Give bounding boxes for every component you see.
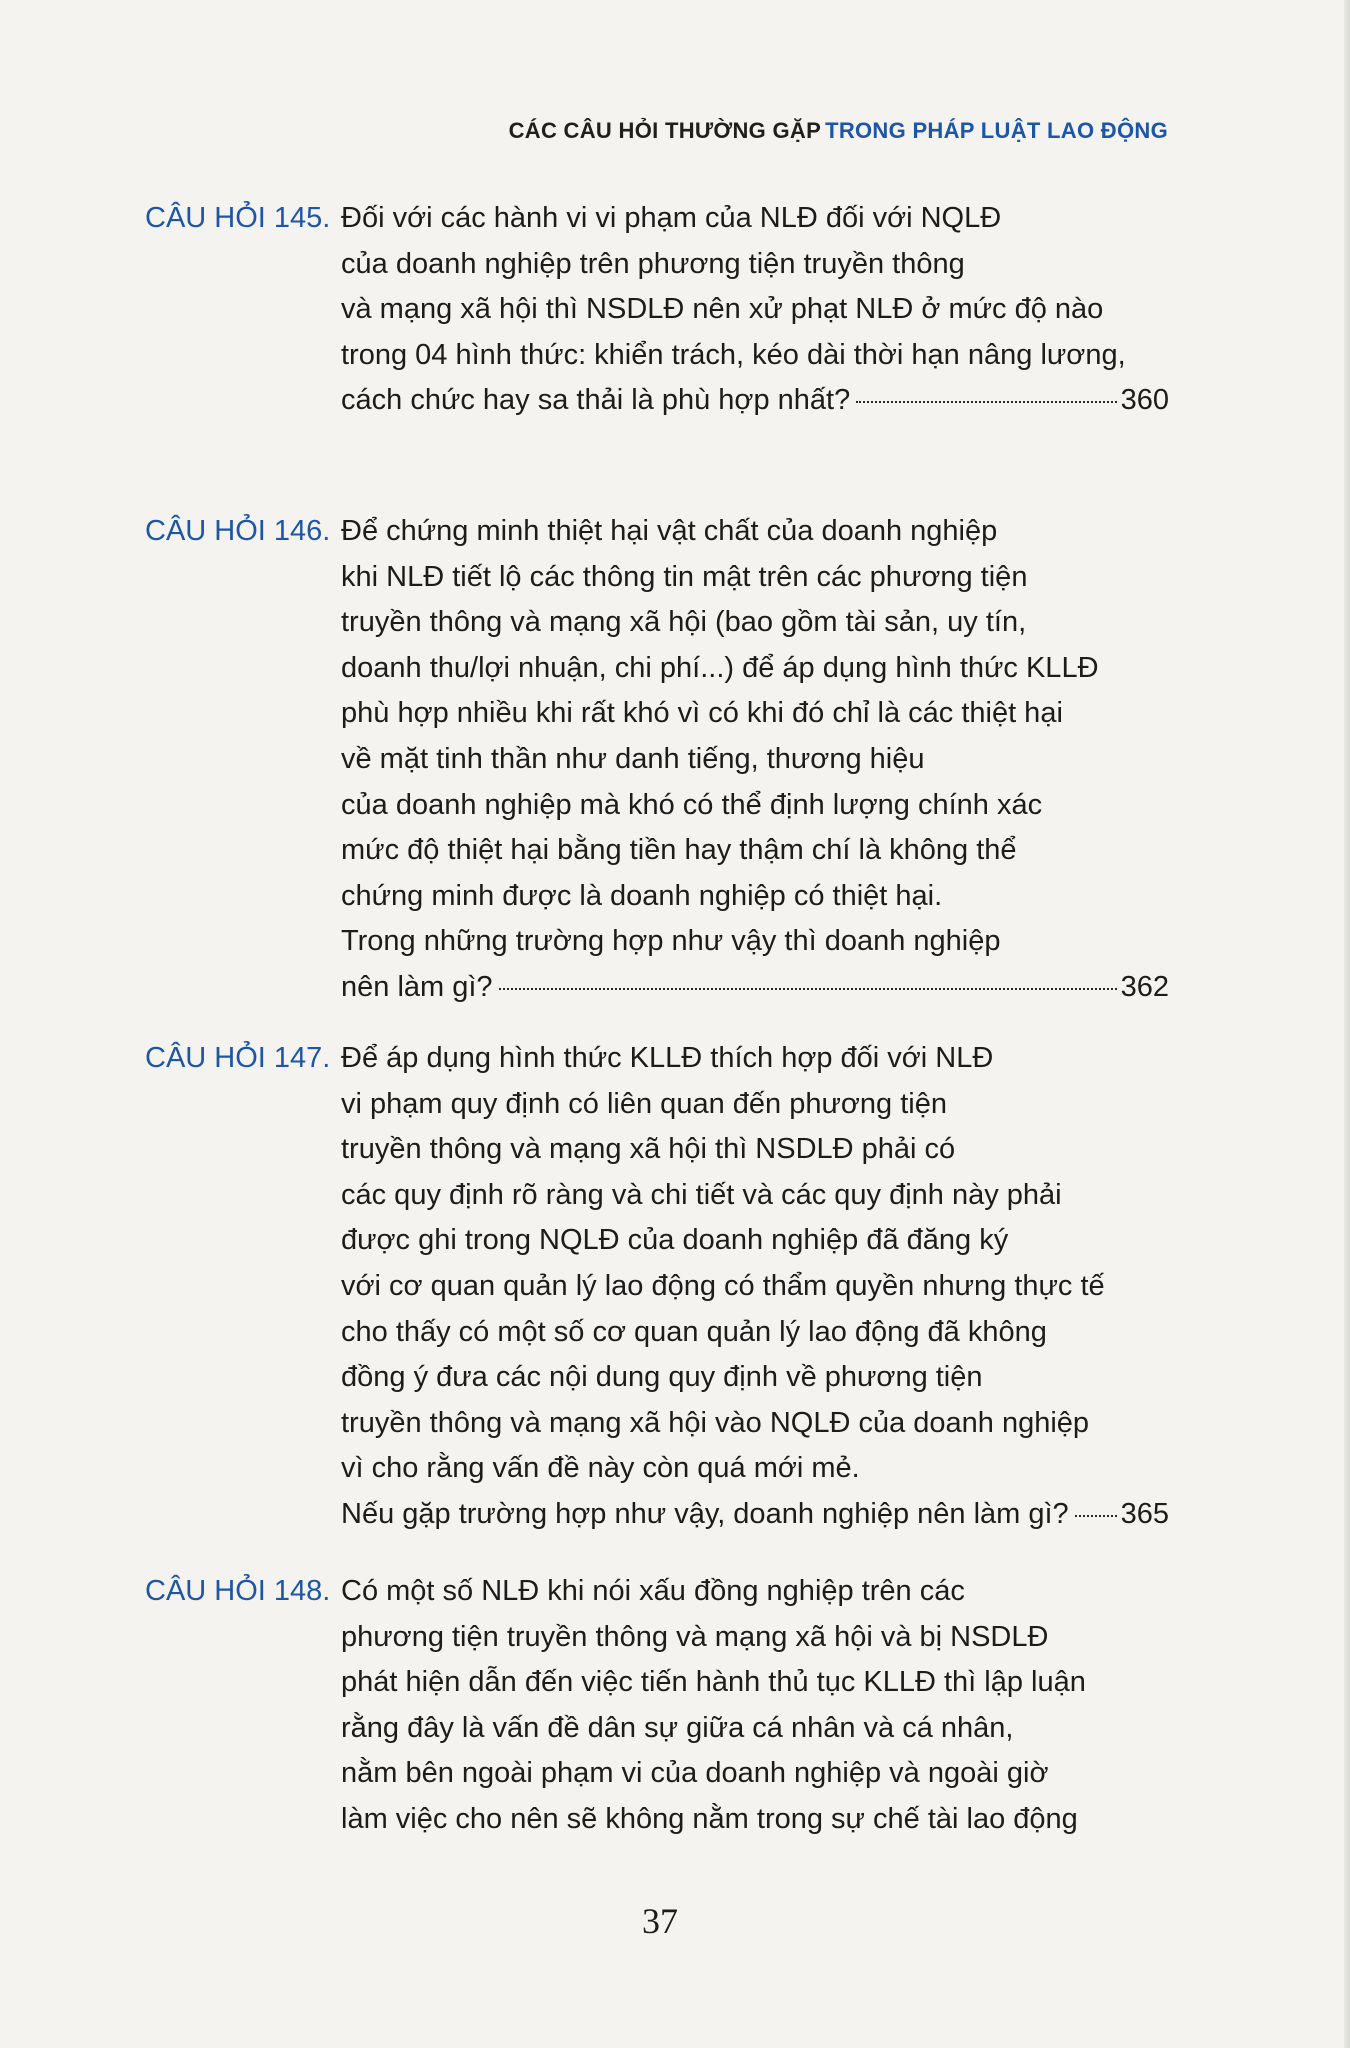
dot-leader	[499, 988, 1117, 990]
question-line: Có một số NLĐ khi nói xấu đồng nghiệp trên các	[341, 1575, 965, 1607]
question-line: Để áp dụng hình thức KLLĐ thích hợp đối với NLĐ	[341, 1042, 994, 1074]
question-label: CÂU HỎI 147.	[145, 1042, 331, 1074]
question-line: truyền thông và mạng xã hội thì NSDLĐ phải có	[341, 1133, 956, 1166]
question-text	[341, 196, 1169, 424]
page-reference: 360	[1120, 384, 1169, 417]
question-line: vi phạm quy định có liên quan đến phương tiện	[341, 1087, 947, 1120]
running-header	[509, 118, 1168, 144]
question-line: cho thấy có một số cơ quan quản lý lao động đã không	[341, 1315, 1047, 1348]
question-line: truyền thông và mạng xã hội (bao gồm tài sản, uy tín,	[341, 606, 1027, 639]
question-line: phát hiện dẫn đến việc tiến hành thủ tục KLLĐ thì lập luận	[341, 1666, 1086, 1699]
question-line: rằng đây là vấn đề dân sự giữa cá nhân và cá nhân,	[341, 1711, 1014, 1744]
question-line: truyền thông và mạng xã hội vào NQLĐ của doanh nghiệp	[341, 1406, 1090, 1439]
question-label: CÂU HỎI 148.	[145, 1575, 331, 1607]
question-line: khi NLĐ tiết lộ các thông tin mật trên các phương tiện	[341, 560, 1028, 593]
question-text	[341, 509, 1169, 1011]
page-number: 37	[642, 1901, 678, 1941]
question-line: vì cho rằng vấn đề này còn quá mới mẻ.	[341, 1452, 860, 1485]
question-line: các quy định rõ ràng và chi tiết và các quy định này phải	[341, 1178, 1062, 1211]
question-line: Đối với các hành vi vi phạm của NLĐ đối với NQLĐ	[341, 202, 1002, 234]
question-line: chứng minh được là doanh nghiệp có thiệt hại.	[341, 879, 943, 912]
question-line: mức độ thiệt hại bằng tiền hay thậm chí là không thể	[341, 834, 1017, 867]
dot-leader	[1075, 1515, 1117, 1517]
dot-leader	[856, 401, 1116, 403]
question-line: nên làm gì?	[341, 970, 493, 1003]
question-line: và mạng xã hội thì NSDLĐ nên xử phạt NLĐ ở mức độ nào	[341, 293, 1104, 326]
page-edge	[1344, 0, 1350, 2048]
page-reference: 365	[1120, 1497, 1169, 1530]
question-line: cách chức hay sa thải là phù hợp nhất?	[341, 384, 851, 417]
question-last-line	[341, 378, 1169, 424]
question-line: trong 04 hình thức: khiển trách, kéo dài thời hạn nâng lương,	[341, 338, 1126, 371]
question-line: nằm bên ngoài phạm vi của doanh nghiệp và ngoài giờ	[341, 1757, 1049, 1790]
question-line: Để chứng minh thiệt hại vật chất của doanh nghiệp	[341, 515, 998, 547]
question-label: CÂU HỎI 146.	[145, 515, 331, 547]
question-last-line	[341, 965, 1169, 1011]
question-line: phù hợp nhiều khi rất khó vì có khi đó chỉ là các thiệt hại	[341, 697, 1063, 730]
header-title-part2: TRONG PHÁP LUẬT LAO ĐỘNG	[825, 118, 1168, 143]
question-label: CÂU HỎI 145.	[145, 202, 331, 234]
question-text	[341, 1036, 1169, 1538]
question-line: về mặt tinh thần như danh tiếng, thương hiệu	[341, 742, 925, 775]
header-title-part1: CÁC CÂU HỎI THƯỜNG GẶP	[508, 118, 822, 143]
question-line: được ghi trong NQLĐ của doanh nghiệp đã đăng ký	[341, 1224, 1009, 1257]
question-line: của doanh nghiệp mà khó có thể định lượng chính xác	[341, 788, 1043, 821]
question-line: làm việc cho nên sẽ không nằm trong sự chế tài lao động	[341, 1802, 1078, 1835]
question-line: Trong những trường hợp như vậy thì doanh nghiệp	[341, 925, 1001, 958]
question-last-line	[341, 1492, 1169, 1538]
question-line: với cơ quan quản lý lao động có thẩm quyền nhưng thực tế	[341, 1269, 1105, 1302]
question-line: phương tiện truyền thông và mạng xã hội và bị NSDLĐ	[341, 1620, 1049, 1653]
question-line: của doanh nghiệp trên phương tiện truyền thông	[341, 247, 965, 280]
question-text	[341, 1569, 1169, 1843]
question-line: Nếu gặp trường hợp như vậy, doanh nghiệp nên làm gì?	[341, 1497, 1069, 1530]
question-line: doanh thu/lợi nhuận, chi phí...) để áp dụng hình thức KLLĐ	[341, 651, 1099, 684]
page-reference: 362	[1120, 970, 1169, 1003]
question-line: đồng ý đưa các nội dung quy định về phương tiện	[341, 1361, 983, 1394]
